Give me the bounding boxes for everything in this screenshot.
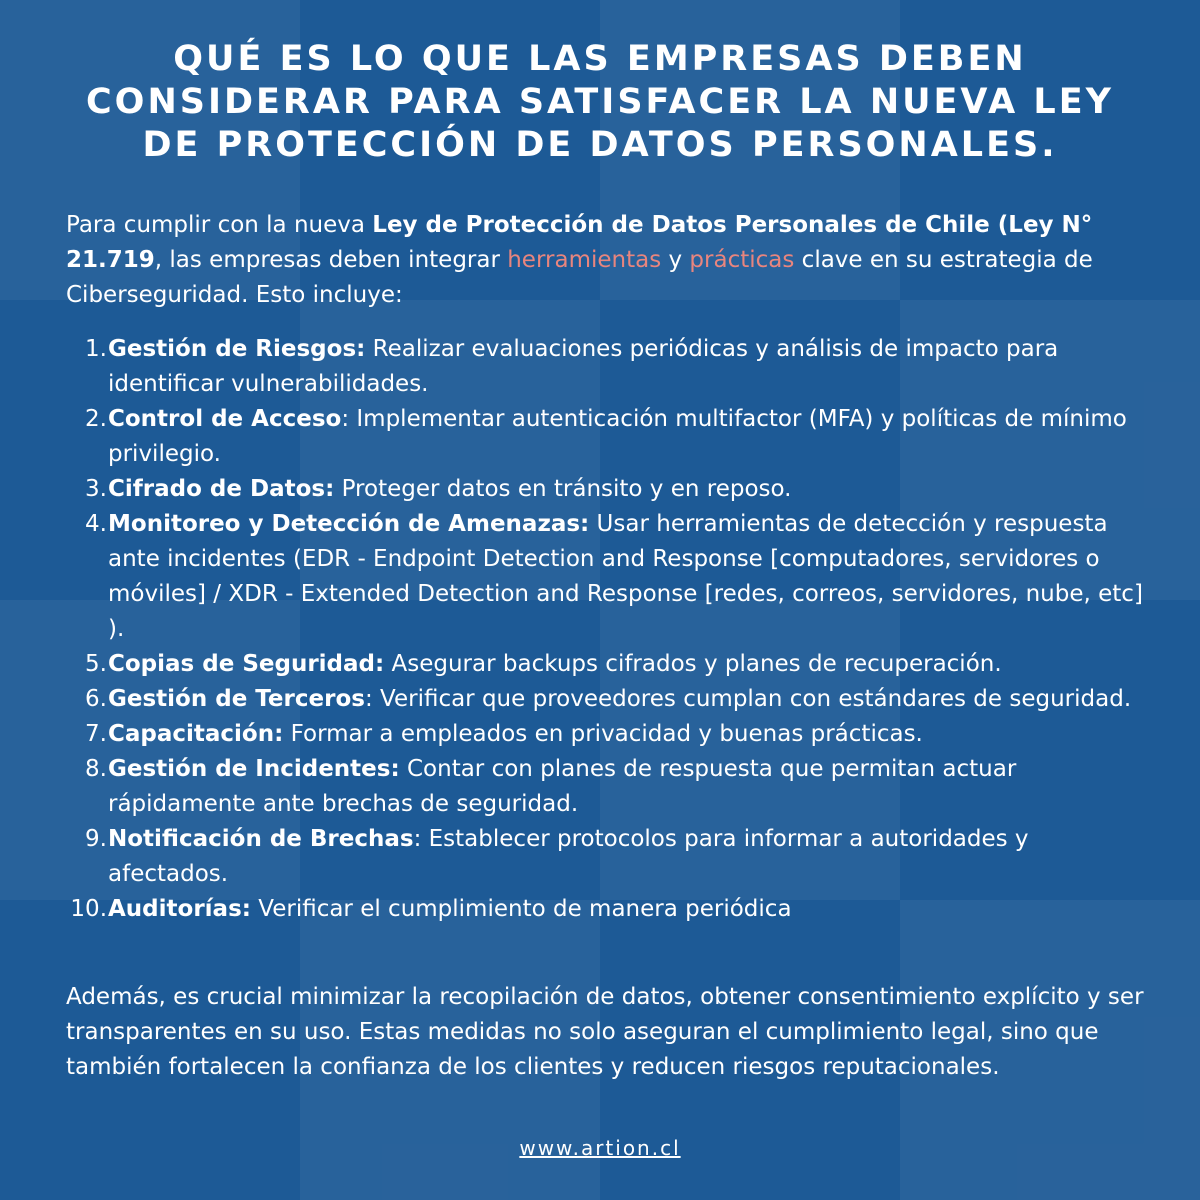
closing-paragraph: Además, es crucial minimizar la recopilación de datos, obtener consentimiento explícito y ser transparentes en su uso. Estas medidas no solo aseguran el cumplimiento legal, sino que también fortalecen la confianza de los clientes y reducen riesgos reputacionales.: [66, 984, 1144, 1080]
intro-law-name: Ley de Protección de Datos Personales de Chile (Ley N° 21.719: [66, 212, 1093, 273]
list-item-title: Capacitación:: [108, 721, 284, 747]
list-item-title: Control de Acceso: [108, 406, 342, 432]
list-item: [66, 332, 1146, 402]
list-item-title: Gestión de Riesgos:: [108, 336, 366, 362]
list-item-title: Gestión de Terceros: [108, 686, 365, 712]
list-item-title: Cifrado de Datos:: [108, 476, 335, 502]
list-item-text: : Implementar autenticación multifactor (MFA) y políticas de mínimo privilegio.: [108, 406, 1127, 467]
list-item: [66, 752, 1146, 822]
list-item-number: 3.: [85, 476, 107, 502]
page-title: QUÉ ES LO QUE LAS EMPRESAS DEBEN CONSIDERAR PARA SATISFACER LA NUEVA LEY DE PROTECCIÓN DE DATOS PERSONALES.: [86, 39, 1114, 165]
list-item-number: 7.: [85, 721, 107, 747]
list-item-number: 9.: [85, 826, 107, 852]
list-item-text: Formar a empleados en privacidad y buenas prácticas.: [283, 721, 923, 747]
list-item-number: 2.: [85, 406, 107, 432]
measures-list: [66, 332, 1146, 927]
intro-text: y: [661, 247, 690, 273]
list-item-text: : Establecer protocolos para informar a autoridades y afectados.: [108, 826, 1029, 887]
list-item: [66, 682, 1146, 717]
intro-text: Para cumplir con la nueva: [66, 212, 373, 238]
intro-text: , las empresas deben integrar: [154, 247, 508, 273]
list-item-title: Auditorías:: [108, 896, 251, 922]
list-item-text: Usar herramientas de detección y respuesta ante incidentes (EDR - Endpoint Detection and Response [computadores, servidores o móviles] / XDR - Extended Detection and Response [redes, correos, servidores, nube, etc] ).: [108, 511, 1143, 642]
intro-accent-practices: prácticas: [689, 247, 795, 273]
list-item-text: Realizar evaluaciones periódicas y análisis de impacto para identificar vulnerabilidades.: [108, 336, 1059, 397]
list-item-number: 5.: [85, 651, 107, 677]
intro-paragraph: [66, 208, 1146, 313]
list-item-number: 6.: [85, 686, 107, 712]
intro-text: clave en su estrategia de Ciberseguridad. Esto incluye:: [66, 247, 1093, 308]
list-item: [66, 507, 1146, 647]
list-item-text: : Verificar que proveedores cumplan con estándares de seguridad.: [364, 686, 1132, 712]
list-item-number: 4.: [85, 511, 107, 537]
list-item-text: Proteger datos en tránsito y en reposo.: [334, 476, 792, 502]
list-item: [66, 472, 1146, 507]
list-item: [66, 647, 1146, 682]
list-item-number: 8.: [85, 756, 107, 782]
list-item-title: Monitoreo y Detección de Amenazas:: [108, 511, 590, 537]
list-item-text: Verificar el cumplimiento de manera periódica: [250, 896, 792, 922]
website-link[interactable]: www.artion.cl: [519, 1136, 681, 1160]
list-item-number: 10.: [70, 896, 107, 922]
list-item-text: Asegurar backups cifrados y planes de recuperación.: [384, 651, 1002, 677]
list-item-title: Gestión de Incidentes:: [108, 756, 400, 782]
intro-accent-tools: herramientas: [507, 247, 662, 273]
list-item-text: Contar con planes de respuesta que permitan actuar rápidamente ante brechas de seguridad.: [108, 756, 1017, 817]
list-item: [66, 717, 1146, 752]
list-item-title: Notificación de Brechas: [108, 826, 414, 852]
list-item: [66, 402, 1146, 472]
list-item: [66, 892, 1146, 927]
list-item-number: 1.: [85, 336, 107, 362]
list-item: [66, 822, 1146, 892]
list-item-title: Copias de Seguridad:: [108, 651, 385, 677]
